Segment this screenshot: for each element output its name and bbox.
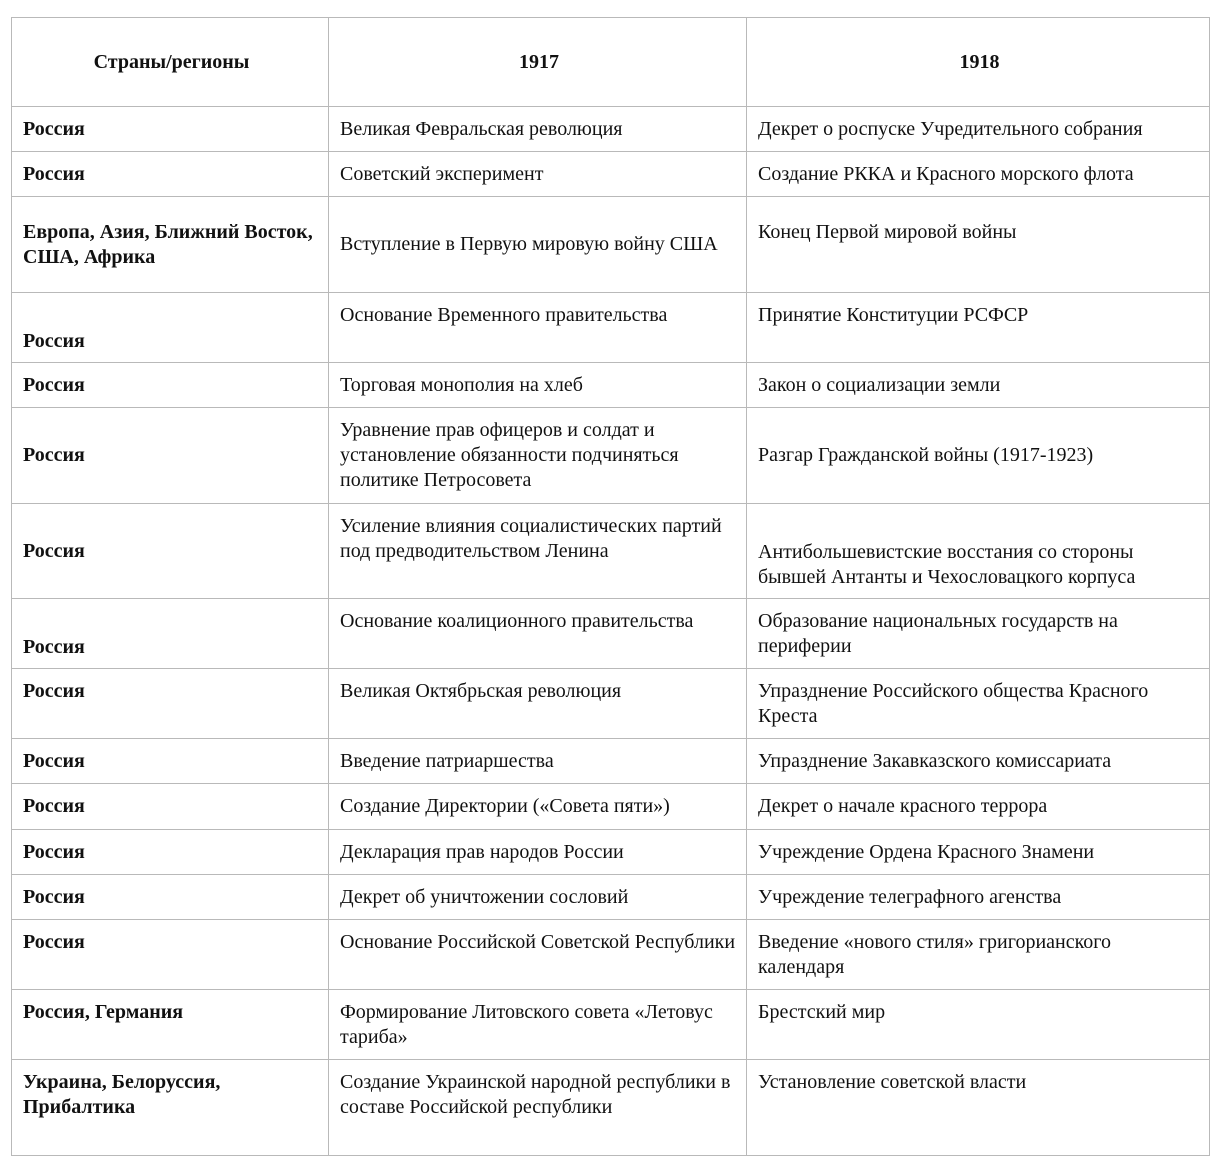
- country-cell: Россия: [12, 152, 329, 197]
- event-1918-cell: Образование национальных государств на периферии: [747, 599, 1210, 669]
- event-1918-cell: Упразднение Закавказского комиссариата: [747, 739, 1210, 784]
- event-1917-cell: Великая Октябрьская революция: [329, 669, 747, 739]
- table-row: [12, 363, 1210, 408]
- event-1918-cell: Декрет о роспуске Учредительного собрания: [747, 107, 1210, 152]
- country-cell: Россия, Германия: [12, 990, 329, 1060]
- header-1918: 1918: [747, 18, 1210, 107]
- header-row: [12, 18, 1210, 107]
- event-1917-cell: Создание Украинской народной республики в составе Российской республики: [329, 1060, 747, 1156]
- table-row: [12, 875, 1210, 920]
- country-cell: Россия: [12, 784, 329, 830]
- table-row: [12, 197, 1210, 293]
- event-1918-cell: Закон о социализации земли: [747, 363, 1210, 408]
- event-1917-cell: Уравнение прав офицеров и солдат и установление обязанности подчиняться политике Петросовета: [329, 408, 747, 504]
- table-row: [12, 669, 1210, 739]
- country-cell: Европа, Азия, Ближний Восток, США, Африка: [12, 197, 329, 293]
- events-table: [11, 17, 1210, 1156]
- country-cell: Россия: [12, 293, 329, 363]
- country-cell: Россия: [12, 739, 329, 784]
- event-1917-cell: Формирование Литовского совета «Летовус тариба»: [329, 990, 747, 1060]
- event-1918-cell: Создание РККА и Красного морского флота: [747, 152, 1210, 197]
- event-1917-cell: Основание Временного правительства: [329, 293, 747, 363]
- event-1917-cell: Введение патриаршества: [329, 739, 747, 784]
- country-cell: Россия: [12, 830, 329, 875]
- country-cell: Россия: [12, 408, 329, 504]
- event-1917-cell: Торговая монополия на хлеб: [329, 363, 747, 408]
- country-cell: Украина, Белоруссия, Прибалтика: [12, 1060, 329, 1156]
- table-row: [12, 599, 1210, 669]
- country-cell: Россия: [12, 920, 329, 990]
- event-1917-cell: Усиление влияния социалистических партий под предводительством Ленина: [329, 504, 747, 599]
- event-1918-cell: Конец Первой мировой войны: [747, 197, 1210, 293]
- country-cell: Россия: [12, 875, 329, 920]
- table-row: [12, 739, 1210, 784]
- event-1918-cell: Упразднение Российского общества Красного Креста: [747, 669, 1210, 739]
- table-row: [12, 990, 1210, 1060]
- event-1918-cell: Антибольшевистские восстания со стороны бывшей Антанты и Чехословацкого корпуса: [747, 504, 1210, 599]
- table-row: [12, 784, 1210, 830]
- country-cell: Россия: [12, 669, 329, 739]
- country-cell: Россия: [12, 504, 329, 599]
- table-row: [12, 408, 1210, 504]
- table-row: [12, 920, 1210, 990]
- event-1917-cell: Великая Февральская революция: [329, 107, 747, 152]
- country-cell: Россия: [12, 599, 329, 669]
- event-1917-cell: Основание Российской Советской Республики: [329, 920, 747, 990]
- country-cell: Россия: [12, 363, 329, 408]
- table-row: [12, 1060, 1210, 1156]
- table-row: [12, 107, 1210, 152]
- table-row: [12, 152, 1210, 197]
- event-1918-cell: Установление советской власти: [747, 1060, 1210, 1156]
- event-1918-cell: Брестский мир: [747, 990, 1210, 1060]
- event-1917-cell: Основание коалиционного правительства: [329, 599, 747, 669]
- event-1917-cell: Декларация прав народов России: [329, 830, 747, 875]
- event-1917-cell: Создание Директории («Совета пяти»): [329, 784, 747, 830]
- event-1918-cell: Учреждение телеграфного агенства: [747, 875, 1210, 920]
- event-1918-cell: Разгар Гражданской войны (1917-1923): [747, 408, 1210, 504]
- event-1917-cell: Советский эксперимент: [329, 152, 747, 197]
- event-1918-cell: Введение «нового стиля» григорианского календаря: [747, 920, 1210, 990]
- table-row: [12, 293, 1210, 363]
- event-1918-cell: Учреждение Ордена Красного Знамени: [747, 830, 1210, 875]
- table-row: [12, 830, 1210, 875]
- header-countries: Страны/регионы: [12, 18, 329, 107]
- event-1917-cell: Вступление в Первую мировую войну США: [329, 197, 747, 293]
- event-1918-cell: Принятие Конституции РСФСР: [747, 293, 1210, 363]
- event-1918-cell: Декрет о начале красного террора: [747, 784, 1210, 830]
- country-cell: Россия: [12, 107, 329, 152]
- header-1917: 1917: [329, 18, 747, 107]
- table-row: [12, 504, 1210, 599]
- event-1917-cell: Декрет об уничтожении сословий: [329, 875, 747, 920]
